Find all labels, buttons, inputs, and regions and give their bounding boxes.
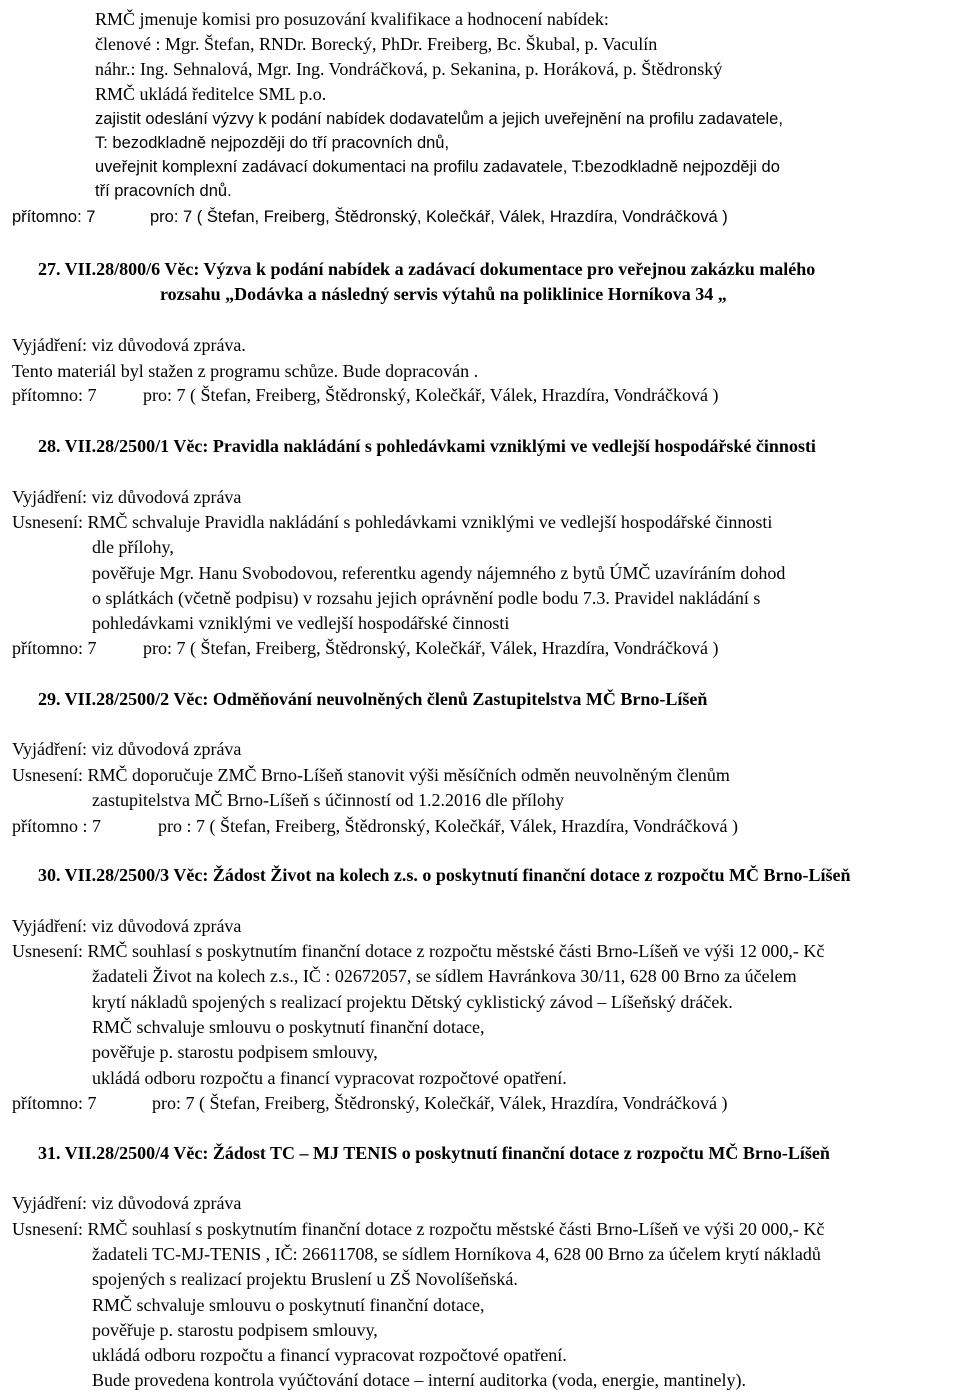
intro-task-2-deadline: tří pracovních dnů.: [95, 182, 232, 200]
item-28-resolution: Usnesení: RMČ schvaluje Pravidla nakládání s pohledávkami vzniklými ve vedlejší hospodářské činnosti: [12, 512, 773, 532]
item-28-statement: Vyjádření: viz důvodová zpráva: [12, 487, 242, 507]
item-29-resolution-l2: zastupitelstva MČ Brno-Líšeň s účinností od 1.2.2016 dle přílohy: [92, 790, 564, 810]
item-30-resolution-l6: ukládá odboru rozpočtu a financí vypracovat rozpočtové opatření.: [92, 1068, 567, 1088]
item-30-present-label: přítomno: 7: [12, 1093, 97, 1113]
intro-line-members: členové : Mgr. Štefan, RNDr. Borecký, PhDr. Freiberg, Bc. Škubal, p. Vaculín: [95, 34, 658, 54]
item-30-resolution: Usnesení: RMČ souhlasí s poskytnutím finanční dotace z rozpočtu městské části Brno-Líšeň ve výši 12 000,- Kč: [12, 941, 825, 961]
intro-task-1: zajistit odeslání výzvy k podání nabídek dodavatelům a jejich uveřejnění na profilu zadavatele,: [95, 110, 783, 128]
item-29-present-label: přítomno : 7: [12, 816, 101, 836]
item-29-vote: pro : 7 ( Štefan, Freiberg, Štědronský, Kolečkář, Válek, Hrazdíra, Vondráčková ): [158, 816, 739, 836]
item-31-resolution-l7: Bude provedena kontrola vyúčtování dotace – interní auditorka (voda, energie, mantinely).: [92, 1370, 746, 1390]
item-30-resolution-l4: RMČ schvaluje smlouvu o poskytnutí finanční dotace,: [92, 1017, 485, 1037]
item-30-vote: pro: 7 ( Štefan, Freiberg, Štědronský, Kolečkář, Válek, Hrazdíra, Vondráčková ): [152, 1093, 728, 1113]
intro-present-label: přítomno: 7: [12, 208, 96, 226]
item-30-resolution-l2: žadateli Život na kolech z.s., IČ : 02672057, se sídlem Havránkova 30/11, 628 00 Brno za účelem: [92, 966, 797, 986]
item-27-vote: pro: 7 ( Štefan, Freiberg, Štědronský, Kolečkář, Válek, Hrazdíra, Vondráčková ): [143, 385, 719, 405]
item-31-resolution: Usnesení: RMČ souhlasí s poskytnutím finanční dotace z rozpočtu městské části Brno-Líšeň ve výši 20 000,- Kč: [12, 1219, 825, 1239]
item-31-resolution-l2: žadateli TC-MJ-TENIS , IČ: 26611708, se sídlem Horníkova 4, 628 00 Brno za účelem krytí nákladů: [92, 1244, 821, 1264]
item-30-statement: Vyjádření: viz důvodová zpráva: [12, 916, 242, 936]
intro-vote: pro: 7 ( Štefan, Freiberg, Štědronský, Kolečkář, Válek, Hrazdíra, Vondráčková ): [150, 208, 728, 226]
item-30-resolution-l3: krytí nákladů spojených s realizací projektu Dětský cyklistický závod – Líšeňský dráček.: [92, 992, 733, 1012]
item-29-heading: 29. VII.28/2500/2 Věc: Odměňování neuvolněných členů Zastupitelstva MČ Brno-Líšeň: [38, 689, 708, 709]
intro-task-1-deadline: T: bezodkladně nejpozději do tří pracovních dnů,: [95, 134, 450, 152]
item-31-resolution-l6: ukládá odboru rozpočtu a financí vypracovat rozpočtové opatření.: [92, 1345, 567, 1365]
item-28-resolution-l2: dle přílohy,: [92, 537, 174, 557]
item-30-resolution-l5: pověřuje p. starostu podpisem smlouvy,: [92, 1042, 378, 1062]
item-28-heading: 28. VII.28/2500/1 Věc: Pravidla nakládání s pohledávkami vzniklými ve vedlejší hospodářské činnosti: [38, 436, 816, 456]
item-31-heading: 31. VII.28/2500/4 Věc: Žádost TC – MJ TENIS o poskytnutí finanční dotace z rozpočtu MČ Brno-Líšeň: [38, 1143, 830, 1163]
intro-line-substitutes: náhr.: Ing. Sehnalová, Mgr. Ing. Vondráčková, p. Sekanina, p. Horáková, p. Štědronský: [95, 59, 723, 79]
item-31-resolution-l5: pověřuje p. starostu podpisem smlouvy,: [92, 1320, 378, 1340]
item-29-resolution: Usnesení: RMČ doporučuje ZMČ Brno-Líšeň stanovit výši měsíčních odměn neuvolněným členům: [12, 765, 730, 785]
item-27-heading-cont: rozsahu „Dodávka a následný servis výtahů na poliklinice Horníkova 34 „: [160, 284, 727, 304]
item-27-statement: Vyjádření: viz důvodová zpráva.: [12, 335, 246, 355]
item-29-statement: Vyjádření: viz důvodová zpráva: [12, 739, 242, 759]
item-27-present-label: přítomno: 7: [12, 385, 97, 405]
item-28-resolution-l4: o splátkách (včetně podpisu) v rozsahu jejich oprávnění podle bodu 7.3. Pravidel nakládání s: [92, 588, 761, 608]
item-31-statement: Vyjádření: viz důvodová zpráva: [12, 1193, 242, 1213]
item-31-resolution-l4: RMČ schvaluje smlouvu o poskytnutí finanční dotace,: [92, 1295, 485, 1315]
intro-line-director: RMČ ukládá ředitelce SML p.o.: [95, 84, 327, 104]
item-27-note: Tento materiál byl stažen z programu schůze. Bude dopracován .: [12, 361, 479, 381]
item-30-heading: 30. VII.28/2500/3 Věc: Žádost Život na kolech z.s. o poskytnutí finanční dotace z rozpočtu MČ Brno-Líšeň: [38, 865, 851, 885]
intro-task-2: uveřejnit komplexní zadávací dokumentaci na profilu zadavatele, T:bezodkladně nejpozději do: [95, 158, 780, 176]
item-31-resolution-l3: spojených s realizací projektu Bruslení u ZŠ Novolíšeňská.: [92, 1269, 518, 1289]
item-28-resolution-l5: pohledávkami vzniklými ve vedlejší hospodářské činnosti: [92, 613, 510, 633]
item-28-vote: pro: 7 ( Štefan, Freiberg, Štědronský, Kolečkář, Válek, Hrazdíra, Vondráčková ): [143, 638, 719, 658]
intro-line-commission: RMČ jmenuje komisi pro posuzování kvalifikace a hodnocení nabídek:: [95, 9, 609, 29]
item-28-resolution-l3: pověřuje Mgr. Hanu Svobodovou, referentku agendy nájemného z bytů ÚMČ uzavíráním dohod: [92, 563, 786, 583]
item-27-heading: 27. VII.28/800/6 Věc: Výzva k podání nabídek a zadávací dokumentace pro veřejnou zakázku malého: [38, 259, 816, 279]
item-28-present-label: přítomno: 7: [12, 638, 97, 658]
